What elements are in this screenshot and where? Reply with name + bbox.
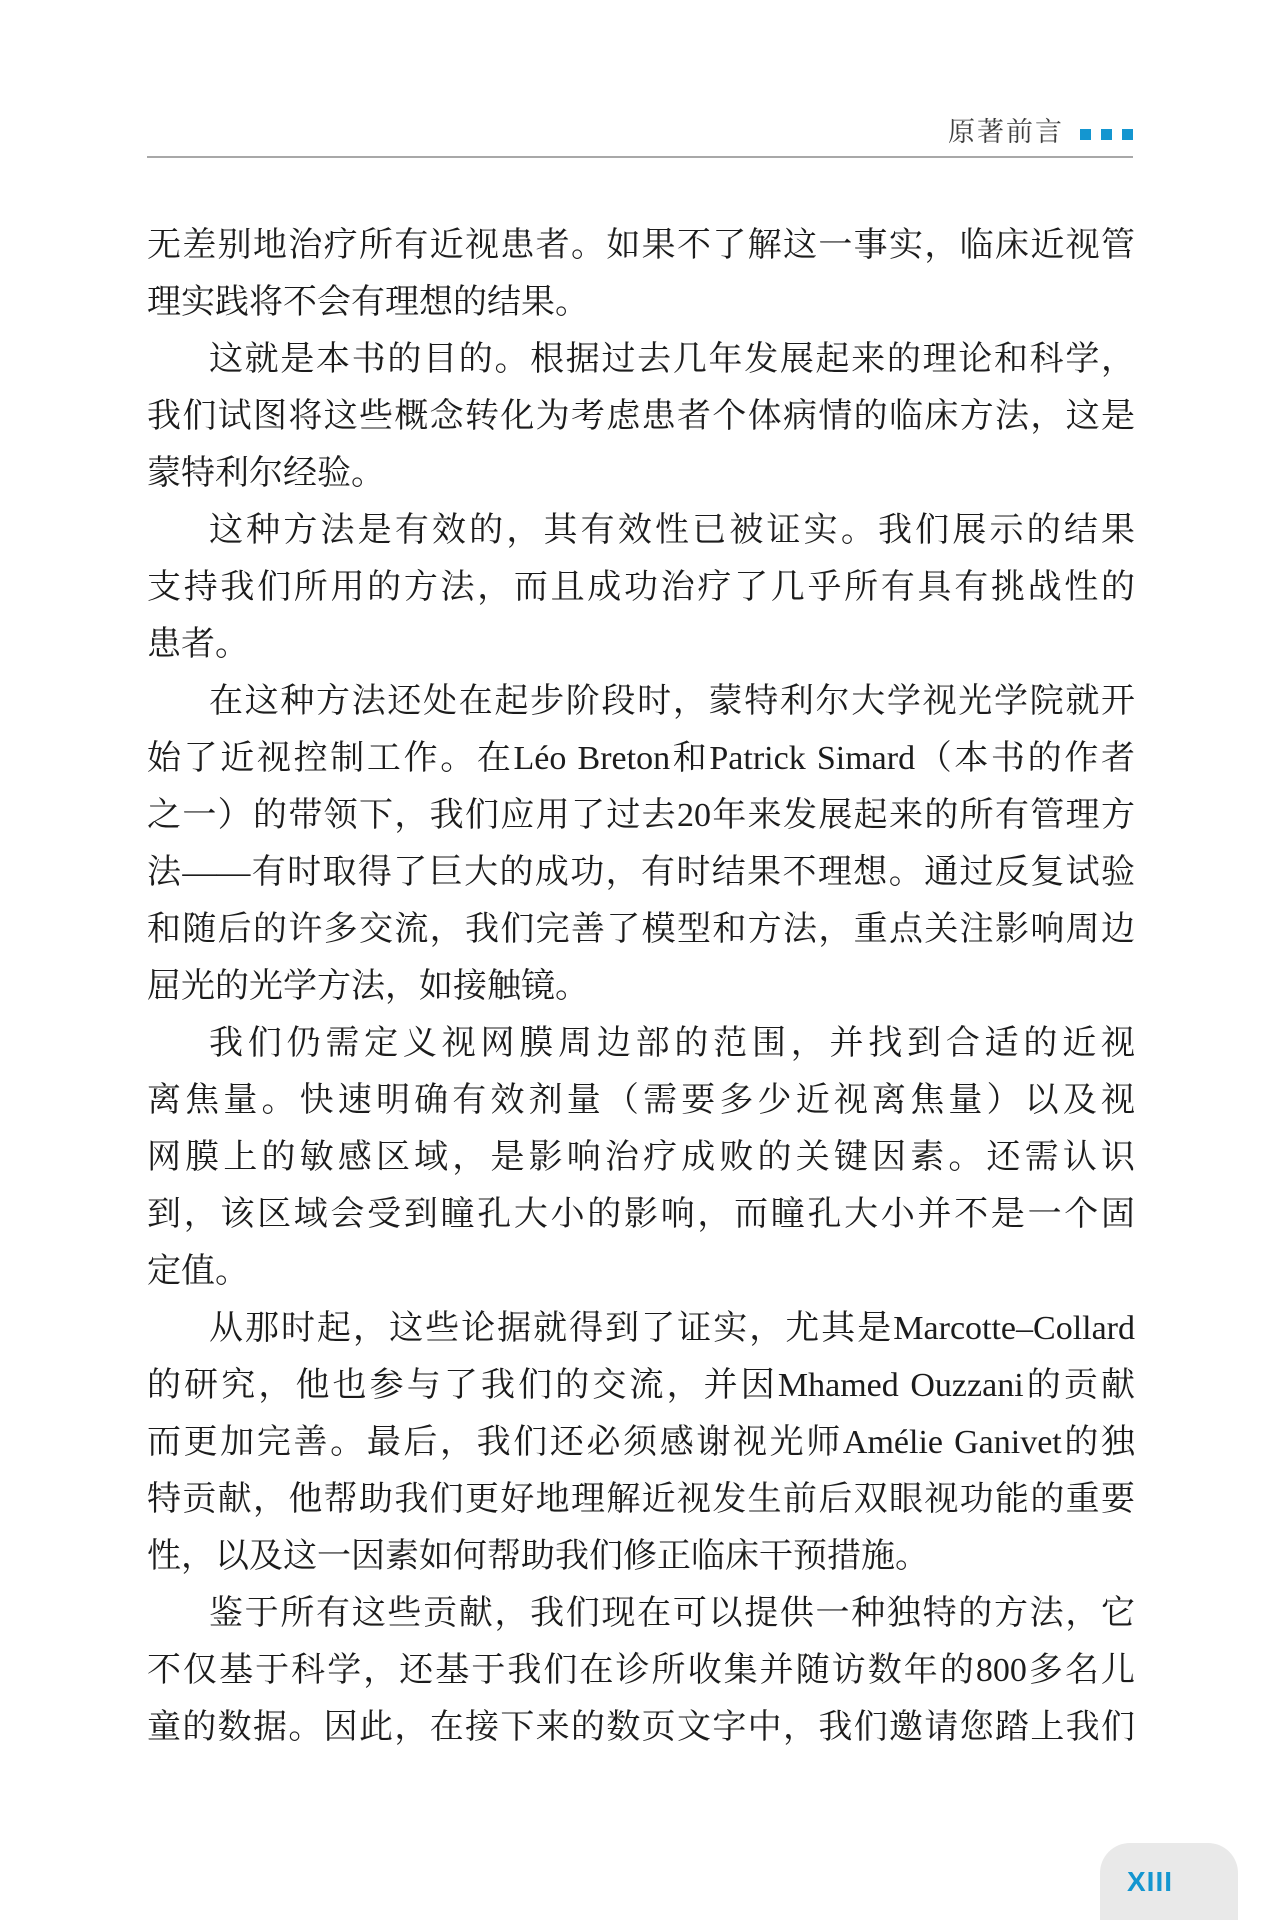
text-line: 之一）的带领下，我们应用了过去20年来发展起来的所有管理方 [147, 797, 1135, 834]
page-number-tab [1100, 1843, 1238, 1920]
blue-square-icon [1080, 129, 1091, 140]
header-divider [147, 156, 1133, 158]
text-line: 我们仍需定义视网膜周边部的范围，并找到合适的近视 [209, 1025, 1135, 1062]
body-text [147, 217, 1135, 1756]
text-line: 网膜上的敏感区域，是影响治疗成败的关键因素。还需认识 [147, 1139, 1135, 1176]
text-line: 而更加完善。最后，我们还必须感谢视光师Amélie Ganivet的独 [147, 1424, 1135, 1461]
text-line: 到，该区域会受到瞳孔大小的影响，而瞳孔大小并不是一个固 [147, 1196, 1135, 1233]
text-line: 离焦量。快速明确有效剂量（需要多少近视离焦量）以及视 [147, 1082, 1135, 1119]
text-line: 从那时起，这些论据就得到了证实，尤其是Marcotte–Collard [209, 1310, 1135, 1347]
text-line: 特贡献，他帮助我们更好地理解近视发生前后双眼视功能的重要 [147, 1481, 1135, 1518]
text-line: 我们试图将这些概念转化为考虑患者个体病情的临床方法，这是 [147, 398, 1135, 435]
page-number: XIII [1126, 1865, 1173, 1897]
text-line: 蒙特利尔经验。 [147, 455, 385, 492]
text-line: 在这种方法还处在起步阶段时，蒙特利尔大学视光学院就开 [209, 683, 1135, 720]
text-line: 支持我们所用的方法，而且成功治疗了几乎所有具有挑战性的 [147, 569, 1135, 606]
text-line: 屈光的光学方法，如接触镜。 [147, 968, 589, 1005]
text-line: 性，以及这一因素如何帮助我们修正临床干预措施。 [147, 1538, 929, 1575]
header-ornament [1080, 125, 1133, 140]
page-title: 原著前言 [948, 117, 1064, 147]
text-line: 理实践将不会有理想的结果。 [147, 284, 589, 321]
text-line: 患者。 [147, 626, 249, 663]
text-line: 这就是本书的目的。根据过去几年发展起来的理论和科学， [209, 341, 1135, 378]
text-line: 的研究，他也参与了我们的交流，并因Mhamed Ouzzani的贡献 [147, 1367, 1135, 1404]
text-line: 定值。 [147, 1253, 249, 1290]
text-line: 鉴于所有这些贡献，我们现在可以提供一种独特的方法，它 [209, 1595, 1135, 1632]
text-line: 和随后的许多交流，我们完善了模型和方法，重点关注影响周边 [147, 911, 1135, 948]
blue-square-icon [1101, 129, 1112, 140]
text-line: 童的数据。因此，在接下来的数页文字中，我们邀请您踏上我们 [147, 1709, 1135, 1746]
text-line: 不仅基于科学，还基于我们在诊所收集并随访数年的800多名儿 [147, 1652, 1135, 1689]
text-line: 法——有时取得了巨大的成功，有时结果不理想。通过反复试验 [147, 854, 1135, 891]
page-header [948, 112, 1133, 152]
text-line: 无差别地治疗所有近视患者。如果不了解这一事实，临床近视管 [147, 227, 1135, 264]
text-line: 始了近视控制工作。在Léo Breton和Patrick Simard（本书的作者 [147, 740, 1135, 777]
blue-square-icon [1122, 129, 1133, 140]
text-line: 这种方法是有效的，其有效性已被证实。我们展示的结果 [209, 512, 1135, 549]
